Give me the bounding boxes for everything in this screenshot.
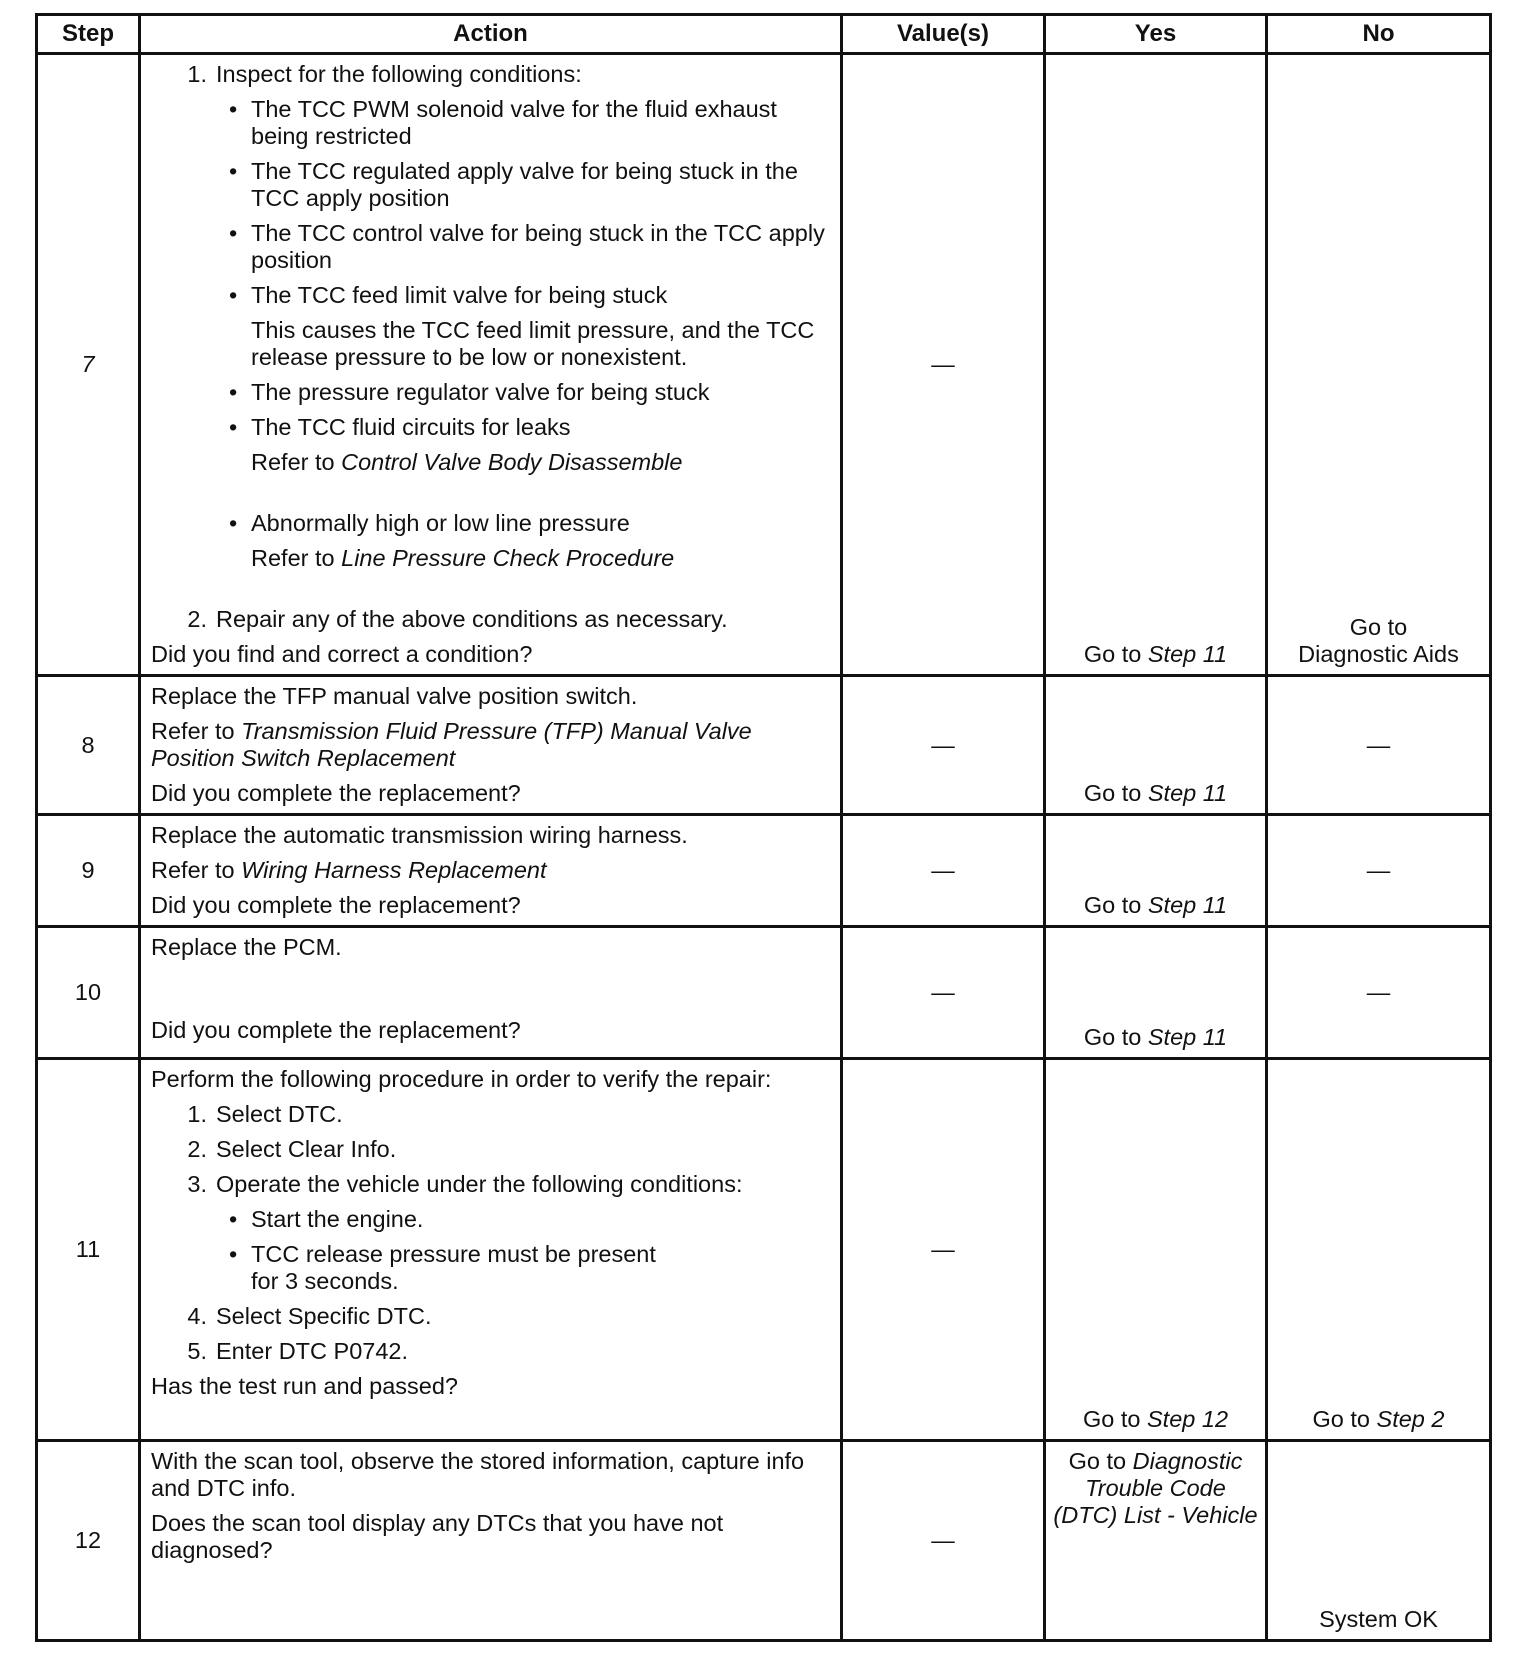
action-text: Start the engine. bbox=[251, 1206, 424, 1232]
action-cell: Replace the TFP manual valve position switch. Refer to Transmission Fluid Pressure (TFP) Manual Valve Position Switch Replacement Did you complete the replacement? bbox=[140, 676, 842, 815]
header-action: Action bbox=[140, 15, 842, 54]
table-row-step-9 bbox=[37, 815, 1491, 927]
action-text: The TCC PWM solenoid valve for the fluid exhaust being restricted bbox=[251, 96, 777, 149]
bullet-icon: • bbox=[229, 414, 238, 440]
no-cell: — bbox=[1267, 676, 1491, 815]
no-cell: — bbox=[1267, 815, 1491, 927]
bullet-icon: • bbox=[229, 510, 238, 536]
no-cell: Go to Step 2 bbox=[1267, 1059, 1491, 1441]
header-no: No bbox=[1267, 15, 1491, 54]
action-text: Inspect for the following conditions: bbox=[216, 61, 582, 87]
value-cell: — bbox=[842, 676, 1045, 815]
bullet-icon: • bbox=[229, 96, 238, 122]
yes-link[interactable]: Step 12 bbox=[1147, 1406, 1229, 1432]
step-number: 11 bbox=[37, 1059, 140, 1441]
action-question: Did you complete the replacement? bbox=[151, 780, 521, 806]
no-cell: — bbox=[1267, 927, 1491, 1059]
yes-cell: Go to Step 11 bbox=[1045, 676, 1267, 815]
step-number: 7 bbox=[37, 54, 140, 676]
reference-link[interactable]: Line Pressure Check Procedure bbox=[341, 545, 675, 571]
yes-cell: Go to Step 11 bbox=[1045, 54, 1267, 676]
yes-cell: Go to Step 11 bbox=[1045, 815, 1267, 927]
header-values: Value(s) bbox=[842, 15, 1045, 54]
action-text: The TCC fluid circuits for leaks bbox=[251, 414, 571, 440]
no-link[interactable]: Step 2 bbox=[1376, 1406, 1445, 1432]
action-cell bbox=[140, 1441, 842, 1641]
action-question: Did you find and correct a condition? bbox=[151, 641, 533, 667]
action-cell: Replace the automatic transmission wiring harness. Refer to Wiring Harness Replacement Did you complete the replacement? bbox=[140, 815, 842, 927]
action-cell: Perform the following procedure in order to verify the repair: 1. Select DTC. 2. Select Clear Info. 3. Operate the vehicle under the following conditions: • Start the engine. • TCC release pressure must be present for 3 seconds. 4. Select Specific DTC. 5. Enter DTC P0742. Has the test run and passed? bbox=[140, 1059, 842, 1441]
yes-link[interactable]: Step 11 bbox=[1147, 641, 1228, 667]
table-row-step-7 bbox=[37, 54, 1491, 676]
no-cell: System OK bbox=[1267, 1441, 1491, 1641]
action-text: Perform the following procedure in order to verify the repair: bbox=[151, 1066, 772, 1092]
table-row-step-10 bbox=[37, 927, 1491, 1059]
action-text: Enter DTC P0742. bbox=[216, 1338, 409, 1364]
table-row-step-11 bbox=[37, 1059, 1491, 1441]
action-text: The TCC regulated apply valve for being stuck in the TCC apply position bbox=[251, 158, 798, 211]
action-text: Replace the TFP manual valve position switch. bbox=[151, 683, 638, 709]
step-number: 8 bbox=[37, 676, 140, 815]
bullet-icon: • bbox=[229, 1241, 238, 1267]
yes-cell: Go to Diagnostic Trouble Code (DTC) List - Vehicle bbox=[1045, 1441, 1267, 1641]
bullet-icon: • bbox=[229, 282, 238, 308]
yes-link[interactable]: Step 11 bbox=[1147, 780, 1228, 806]
header-row bbox=[37, 15, 1491, 54]
action-text: Replace the PCM. bbox=[151, 934, 342, 960]
bullet-icon: • bbox=[229, 379, 238, 405]
yes-link[interactable]: Step 11 bbox=[1147, 892, 1228, 918]
value-cell: — bbox=[842, 1441, 1045, 1641]
yes-link[interactable]: Diagnostic Trouble Code (DTC) List - Vehicle bbox=[1053, 1448, 1258, 1528]
reference-link[interactable]: Wiring Harness Replacement bbox=[241, 857, 547, 883]
header-yes: Yes bbox=[1045, 15, 1267, 54]
table-row-step-12 bbox=[37, 1441, 1491, 1641]
value-cell: — bbox=[842, 927, 1045, 1059]
action-text: The TCC feed limit valve for being stuck bbox=[251, 282, 668, 308]
step-number: 12 bbox=[37, 1441, 140, 1641]
diagnostic-table bbox=[35, 13, 1492, 1642]
reference-link[interactable]: Control Valve Body Disassemble bbox=[341, 449, 683, 475]
action-text: Operate the vehicle under the following conditions: bbox=[216, 1171, 743, 1197]
value-cell: — bbox=[842, 1059, 1045, 1441]
yes-link[interactable]: Step 11 bbox=[1147, 1024, 1228, 1050]
action-text: TCC release pressure must be present for 3 seconds. bbox=[251, 1241, 656, 1294]
value-cell: — bbox=[842, 815, 1045, 927]
action-text: Abnormally high or low line pressure bbox=[251, 510, 630, 536]
action-question: Does the scan tool display any DTCs that you have not diagnosed? bbox=[151, 1510, 724, 1563]
action-text: Repair any of the above conditions as necessary. bbox=[216, 606, 728, 632]
no-cell: Go to Diagnostic Aids bbox=[1267, 54, 1491, 676]
value-cell: — bbox=[842, 54, 1045, 676]
bullet-icon: • bbox=[229, 158, 238, 184]
step-number: 10 bbox=[37, 927, 140, 1059]
procedure-document bbox=[35, 13, 1489, 1642]
yes-cell: Go to Step 11 bbox=[1045, 927, 1267, 1059]
action-text: The pressure regulator valve for being stuck bbox=[251, 379, 710, 405]
action-question: Did you complete the replacement? bbox=[151, 892, 521, 918]
action-cell: 1. Inspect for the following conditions: • The TCC PWM solenoid valve for the fluid exhaust being restricted • The TCC regulated apply valve for being stuck in the TCC apply position • The TCC control valve for being stuck in the TCC apply position • The TCC feed limit valve for being stuck This causes the TCC feed limit pressure, and the TCC release pressure to be low or nonexistent. • The pressure regulator valve for being stuck • The TCC fluid circuits for leaks Refer to Control Valve Body Disassemble • Abnormally high or low line pressure Refer to Line Pressure Check Procedure 2. Repair any of the above conditions as necessary. Did you find and correct a condition? bbox=[140, 54, 842, 676]
action-text: The TCC control valve for being stuck in the TCC apply position bbox=[251, 220, 825, 273]
action-text: Select Specific DTC. bbox=[216, 1303, 432, 1329]
action-text: Select DTC. bbox=[216, 1101, 343, 1127]
action-text: Select Clear Info. bbox=[216, 1136, 397, 1162]
action-note: This causes the TCC feed limit pressure, and the TCC release pressure to be low or nonexistent. bbox=[251, 317, 815, 370]
bullet-icon: • bbox=[229, 1206, 238, 1232]
action-text: With the scan tool, observe the stored information, capture info and DTC info. bbox=[151, 1448, 805, 1501]
table-row-step-8 bbox=[37, 676, 1491, 815]
action-question: Did you complete the replacement? bbox=[151, 1017, 521, 1043]
bullet-icon: • bbox=[229, 220, 238, 246]
action-text: Replace the automatic transmission wiring harness. bbox=[151, 822, 688, 848]
action-question: Has the test run and passed? bbox=[151, 1373, 459, 1399]
yes-cell: Go to Step 12 bbox=[1045, 1059, 1267, 1441]
header-step: Step bbox=[37, 15, 140, 54]
no-link[interactable]: Diagnostic Aids bbox=[1298, 641, 1459, 667]
reference-link[interactable]: Transmission Fluid Pressure (TFP) Manual Valve Position Switch Replacement bbox=[151, 718, 752, 771]
action-cell bbox=[140, 927, 842, 1059]
step-number: 9 bbox=[37, 815, 140, 927]
